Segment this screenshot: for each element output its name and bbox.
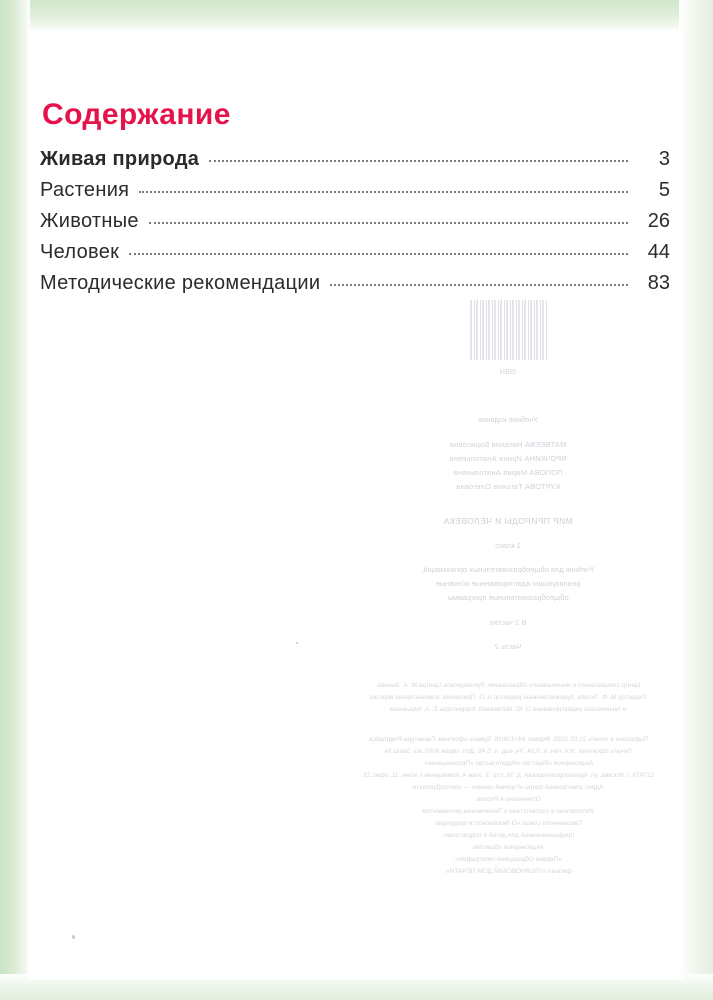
imprint-line: Печать офсетная. Усл. печ. л. 9,24. Уч.-изд. л. 5,46. Доп. тираж 8000 экз. Заказ №: [384, 748, 632, 756]
toc-entry-label: Человек: [40, 241, 120, 263]
credits-line: Центр специального и инклюзивного образования. Руководитель Центра М. А. Зыкова.: [376, 682, 640, 690]
imprint-line: Отпечатано в России.: [475, 796, 541, 804]
scan-speck: [296, 642, 298, 644]
book-subtitle: [328, 563, 688, 606]
isbn-text: ISBN: [499, 369, 517, 376]
author-name: ПОПОВА Мария Анатольевна: [453, 468, 563, 478]
book-subtitle-line: общеобразовательные программы: [447, 593, 569, 603]
table-of-contents: [40, 148, 670, 303]
book-title: МИР ПРИРОДЫ И ЧЕЛОВЕКА: [443, 515, 573, 526]
imprint-line: 127473, г. Москва, ул. Краснопролетарская, д. 16, стр. 3, этаж 4, помещение I, комн. 11, офис 22.: [361, 772, 655, 780]
book-subtitle-line: Учебник для общеобразовательных организаций,: [421, 564, 595, 574]
edition-label: Учебное издание: [477, 415, 539, 425]
toc-entry-page: 3: [658, 148, 670, 170]
imprint-block: [328, 734, 688, 878]
toc-entry[interactable]: [40, 241, 670, 264]
part-label: Часть 2: [494, 641, 522, 651]
imprint-line: Адрес электронной почты «Горячей линии» — vopros@prosv.ru: [412, 784, 604, 792]
scan-speck: [72, 935, 75, 939]
grade-label: 1 класс: [495, 540, 521, 550]
author-name: ЯРОЧКИНА Ирина Анатольевна: [449, 453, 567, 463]
toc-leader-dots: [139, 190, 628, 193]
imprint-line: Таможенного союза «О безопасности продукции,: [433, 820, 583, 828]
scan-edge-right: [679, 0, 713, 1000]
page-showthrough-imprint: [328, 300, 688, 878]
scan-edge-left: [0, 0, 30, 1000]
credits-block: [328, 680, 688, 716]
toc-leader-dots: [209, 159, 628, 162]
author-name: МАТВЕЕВА Наталия Борисовна: [449, 439, 567, 449]
toc-entry-label: Живая природа: [40, 148, 200, 170]
toc-entry[interactable]: [40, 148, 670, 171]
toc-entry-label: Растения: [40, 179, 130, 201]
toc-entry-label: Животные: [40, 210, 139, 232]
barcode-image: [469, 300, 547, 360]
imprint-line: Акционерное общество «Издательство «Просвещение».: [422, 760, 594, 768]
toc-entry-page: 83: [647, 272, 670, 294]
format-label: В 2 частях: [489, 617, 527, 627]
toc-entry[interactable]: [40, 210, 670, 233]
toc-entry[interactable]: [40, 272, 670, 295]
author-name: КУРТОВА Татьяна Олеговна: [456, 482, 560, 492]
credits-line: и техническое редактирование О. Ю. Матвеевой. Корректоры Е. А. Кирьянова: [389, 706, 627, 714]
toc-entry-label: Методические рекомендации: [40, 272, 321, 294]
imprint-line: Изготовлено в соответствии с Техническим регламентом: [422, 808, 594, 816]
toc-entry-page: 44: [647, 241, 670, 263]
book-subtitle-line: реализующих адаптированные основные: [435, 579, 581, 589]
toc-leader-dots: [149, 221, 628, 224]
toc-leader-dots: [330, 283, 628, 286]
imprint-line: предназначенной для детей и подростков».: [442, 832, 574, 840]
credits-line: Редактор М. Ф. Титова. Художественный редактор А. П. Присекина. Компьютерная вёрстка: [369, 694, 647, 702]
scan-edge-top: [0, 0, 713, 34]
author-list: [328, 438, 688, 495]
imprint-line: Акционерное общество: [472, 844, 544, 852]
imprint-line: «Первая Образцовая типография»,: [454, 856, 562, 864]
toc-leader-dots: [129, 252, 628, 255]
imprint-line: филиал «УЛЬЯНОВСКИЙ ДОМ ПЕЧАТИ».: [444, 868, 572, 876]
toc-entry[interactable]: [40, 179, 670, 202]
page-title: Содержание: [42, 98, 231, 131]
toc-entry-page: 5: [658, 179, 670, 201]
imprint-line: Подписано в печать 21.02.2020. Формат 84×108/16. Бумага офсетная. Гарнитура Pragmatica.: [367, 736, 649, 744]
page-content: [28, 30, 683, 980]
toc-entry-page: 26: [647, 210, 670, 232]
